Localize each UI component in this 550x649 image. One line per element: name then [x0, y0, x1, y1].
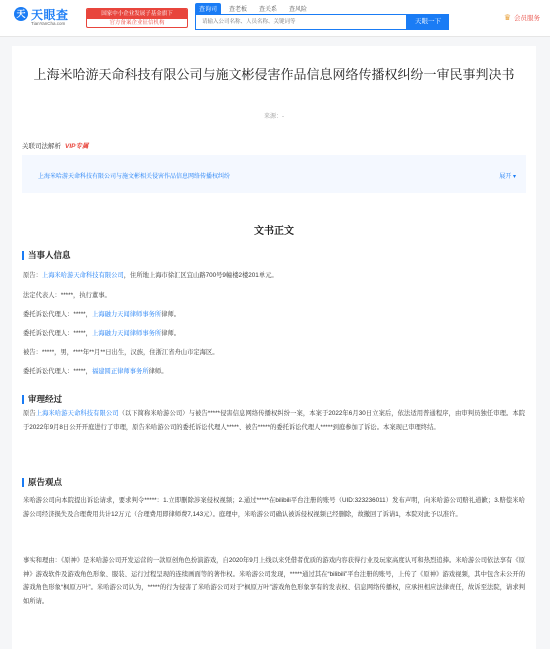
heading-bar-icon: [22, 251, 24, 260]
vip-service-label: 会员服务: [514, 15, 540, 22]
logo-name: 天眼查: [31, 8, 69, 22]
search-tab-boss[interactable]: 查老板: [229, 7, 248, 13]
party-suffix: 律师。: [161, 330, 181, 337]
section-title: 文书正文: [254, 226, 294, 237]
vip-service-link[interactable]: [504, 13, 540, 22]
document-title: 上海米哈游天命科技有限公司与施文彬侵害作品信息网络传播权纠纷一审民事判决书: [33, 67, 515, 82]
chevron-down-icon: ▾: [512, 174, 516, 180]
claims-paragraph: 米哈游公司向本院提出诉讼请求，要求判令*****：1.立即删除涉案侵权视频；2.通过*****在bilibili平台注册的账号（UID:323236011）发布声明，向米哈游公司赔礼道歉；3.赔偿米哈游公司经济损失及合理费用共计12万元（合理费用即律师费7,143元）。庭理中，米哈游公司确认被诉侵权视频已经删除，故撤回了诉请1，本院对此予以准许。: [23, 497, 525, 518]
related-case-link[interactable]: 上海米哈游天命科技有限公司与施文彬相关侵害作品信息网络传播权纠纷: [38, 174, 231, 180]
party-line-agent-3: [23, 366, 168, 375]
trial-paragraph: [23, 407, 525, 434]
party-line-agent-1: [23, 309, 180, 318]
related-analysis-box: [22, 155, 526, 193]
expand-label: 展开: [499, 174, 512, 180]
party-prefix: 委托诉讼代理人：*****，: [23, 311, 92, 318]
search-tab-company[interactable]: 查询司: [195, 3, 221, 14]
related-analysis-header: [22, 141, 88, 150]
site-logo[interactable]: [14, 6, 84, 30]
search-tabs: [195, 3, 311, 14]
search-tab-risk[interactable]: 查风险: [289, 7, 308, 13]
party-line-plaintiff: [23, 270, 278, 279]
trial-heading-text: 审理经过: [28, 394, 63, 404]
party-suffix: ，住所地上海市徐汇区宜山路700号9幢楼2楼201单元。: [123, 272, 278, 279]
parties-heading: [22, 249, 71, 261]
claims-heading: [22, 476, 62, 488]
party-suffix: 律师。: [148, 368, 168, 375]
promo-badge[interactable]: [86, 8, 188, 28]
logo-url: TianYanCha.com: [31, 21, 66, 26]
party-line-legal-rep: [23, 290, 111, 299]
search-input[interactable]: [196, 15, 406, 29]
party-prefix: 委托诉讼代理人：*****，: [23, 368, 92, 375]
facts-paragraph: 事实和理由：《原神》是米哈游公司开发运营的一款原创角色扮演游戏，自2020年9月上线以来凭借者优质的游戏内容获得行业及玩家高度认可和热烈追捧。米哈游公司依法享有《原神》游戏软件及游戏角色形象、服装、运行过程呈现的连续画面等的著作权。米哈游公司发现，*****通过其在“bilibili”平台注册的账号，上传了《原神》游戏视频，其中包含未公开的游戏角色形象“枫原万叶”。米哈游公司认为，*****的行为侵害了米哈游公司对于“枫原万叶”游戏角色形象享有的发表权、信息网络传播权，应承担相应法律责任，故诉至法院，请求判如所请。: [23, 557, 525, 605]
logo-mark-icon: 天: [14, 7, 28, 21]
judgment-document-card: [12, 46, 536, 649]
promo-line1: 国家中小企业发展子基金旗下: [87, 9, 187, 19]
heading-bar-icon: [22, 395, 24, 404]
trial-text: （以下简称米哈游公司）与被告*****侵害信息网络传播权纠纷一案，本案于2022年6月30日立案后，依法适用普通程序，由审判员独任审理。本院于2022年9月8日公开开庭进行了审理，原告米哈游公司的委托诉讼代理人*****、被告*****的委托诉讼代理人*****到庭参加了诉讼。本案现已审理终结。: [23, 410, 526, 431]
company-link[interactable]: 上海米哈游天命科技有限公司: [35, 410, 119, 417]
trial-prefix: 原告: [23, 410, 36, 417]
expand-button[interactable]: [499, 171, 516, 180]
document-source: 来源：-: [264, 114, 284, 120]
top-navigation-bar: [0, 0, 550, 37]
vip-badge: VIP专属: [65, 143, 89, 150]
search-box: [195, 14, 407, 30]
party-line-defendant: [23, 347, 219, 356]
company-link[interactable]: 上海米哈游天命科技有限公司: [41, 272, 124, 279]
crown-icon: ♛: [503, 13, 511, 22]
law-firm-link[interactable]: 福建圆正律师事务所: [91, 368, 149, 375]
law-firm-link[interactable]: 上海融力天闻律师事务所: [91, 330, 162, 337]
search-button[interactable]: 天眼一下: [407, 14, 449, 30]
related-analysis-label: 关联司法解析: [22, 143, 61, 150]
parties-heading-text: 当事人信息: [28, 250, 71, 260]
party-prefix: 原告：: [23, 272, 42, 279]
party-line-agent-2: [23, 328, 180, 337]
party-prefix: 委托诉讼代理人：*****，: [23, 330, 92, 337]
promo-line2: 官方备案企业征信机构: [109, 20, 165, 26]
party-prefix: 法定代表人：*****，执行董事。: [23, 292, 111, 299]
heading-bar-icon: [22, 478, 24, 487]
party-prefix: 被告：*****，男，****年**月**日出生，汉族，住浙江省舟山市定海区。: [23, 349, 219, 356]
trial-heading: [22, 393, 62, 405]
search-tab-relation[interactable]: 查关系: [259, 7, 278, 13]
party-suffix: 律师。: [161, 311, 181, 318]
claims-heading-text: 原告观点: [28, 477, 63, 487]
law-firm-link[interactable]: 上海融力天闻律师事务所: [91, 311, 162, 318]
